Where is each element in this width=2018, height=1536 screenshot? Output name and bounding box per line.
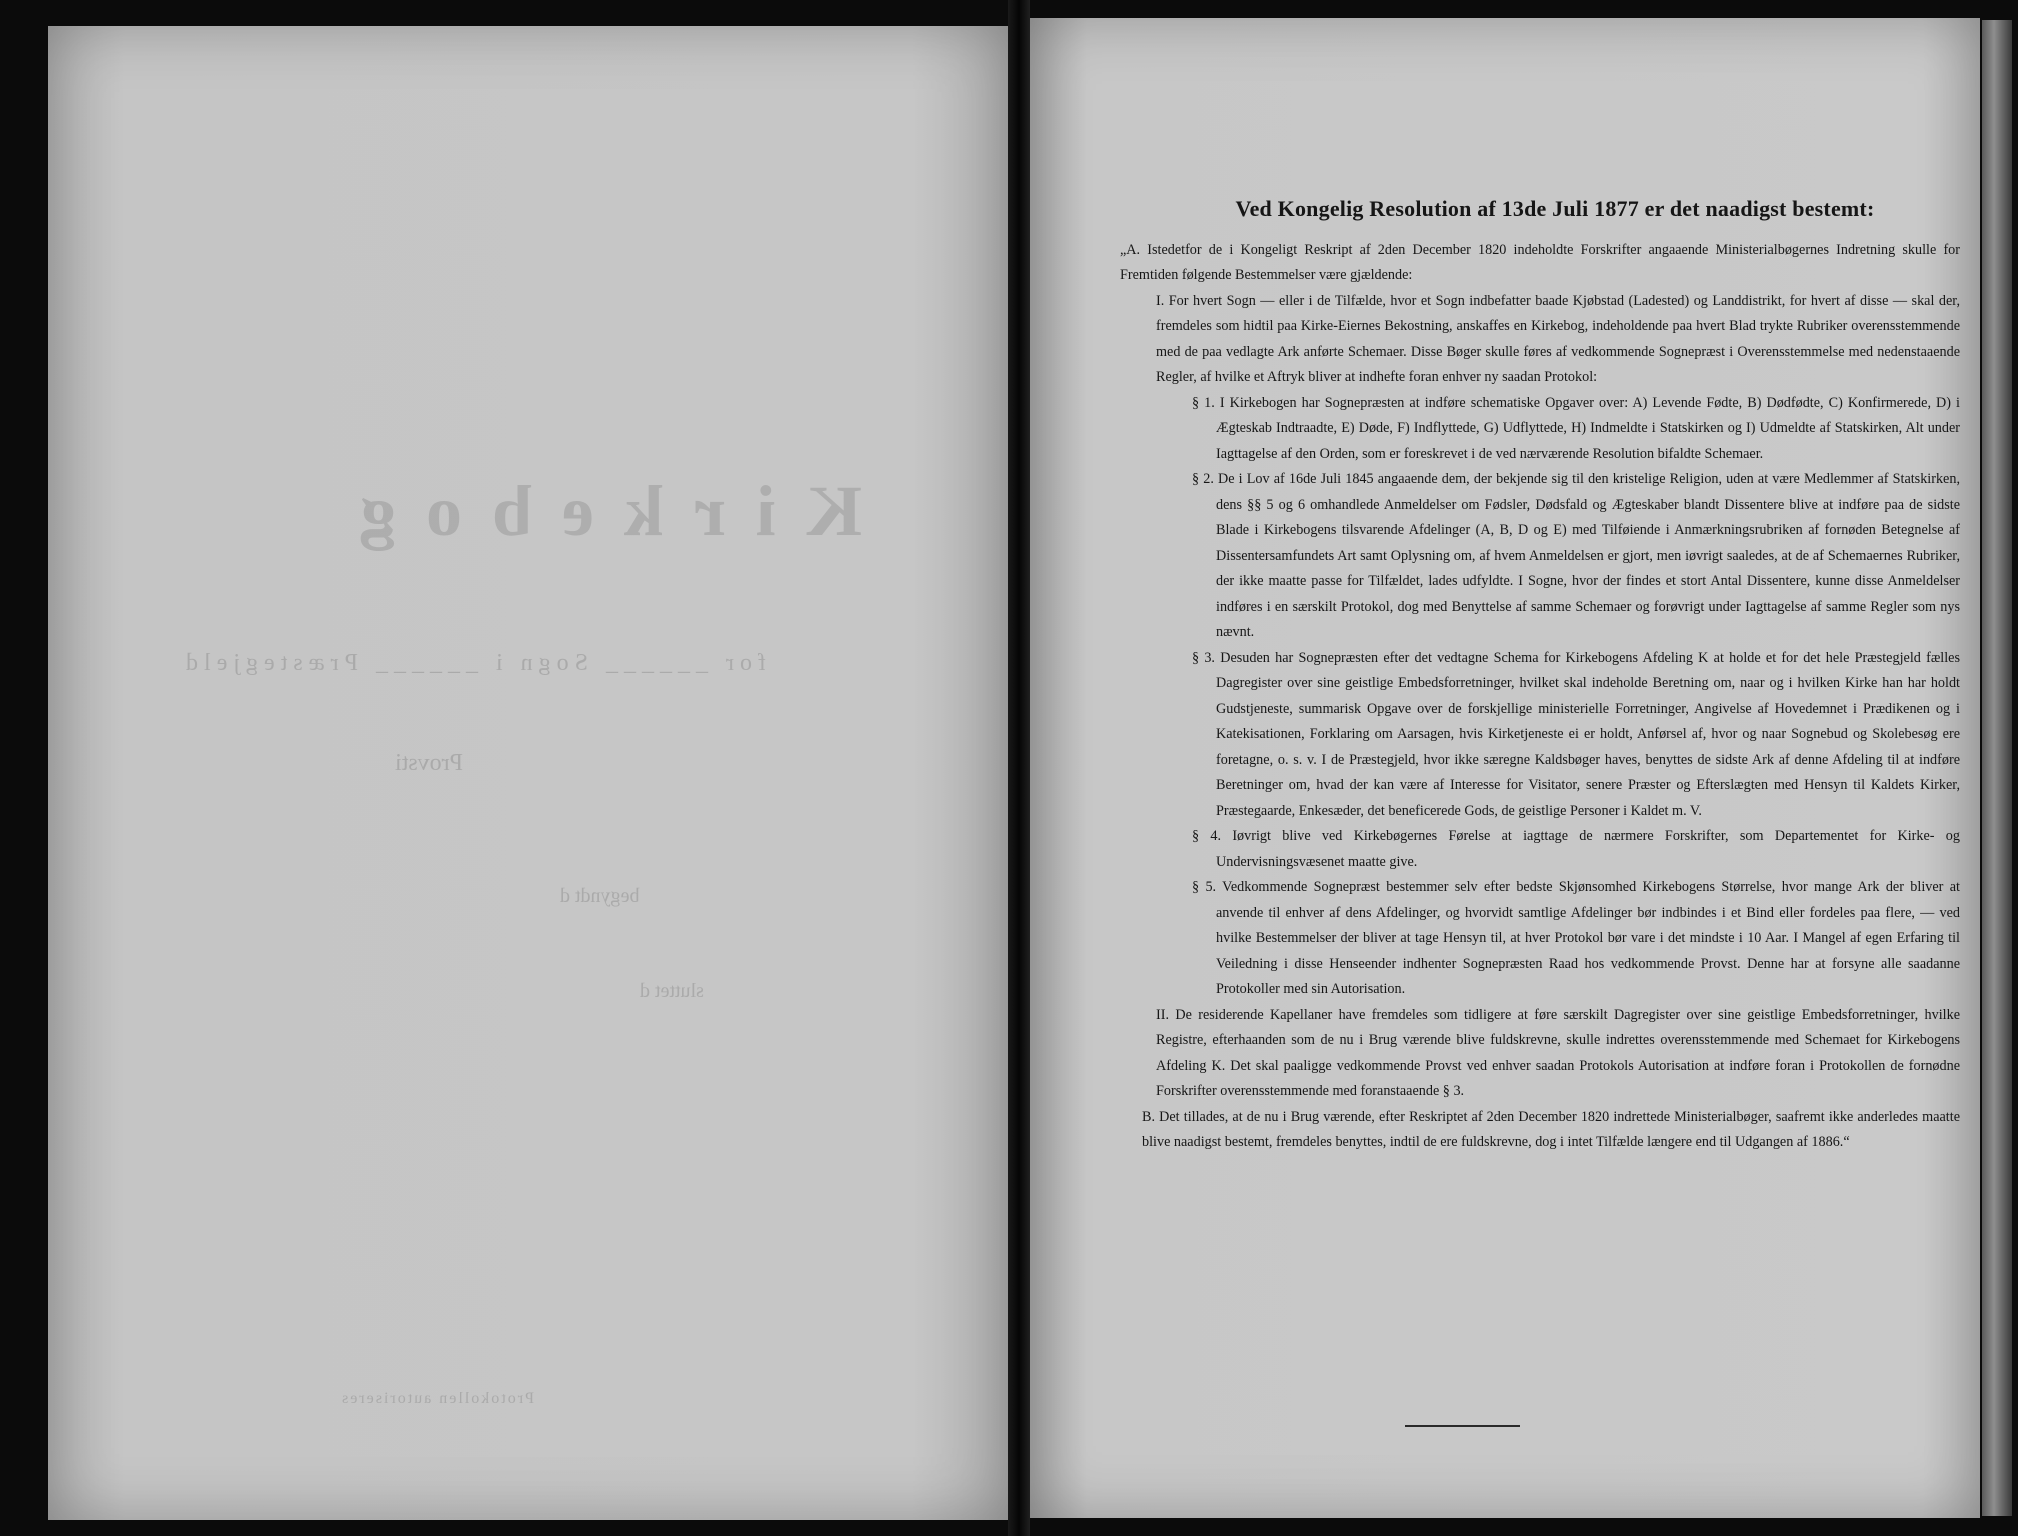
section-a-intro: „A. Istedetfor de i Kongeligt Reskript af 2den December 1820 indeholdte Forskrifter angaaende Ministerialbøgernes Indretning skulle for Fremtiden følgende Bestemmelser være gjældende:: [1120, 241, 1960, 283]
ghost-line-parish: for ______ Sogn i ______ Præstegjeld: [180, 650, 766, 676]
ghost-line-deanery: Provsti: [395, 750, 464, 776]
paragraph-2: § 2. De i Lov af 16de Juli 1845 angaaende dem, der bekjende sig til den kristelige Religion, uden at være Medlemmer af Statskirken, dens §§ 5 og 6 omhandlede Anmeldelser om Fødsler, Dødsfald og Ægteskaber blandt Dissentere blive at indføre paa de sidste Blade i Kirkebogens tilsvarende Afdelinger (A, B, D og E) med Tilføiende i Anmærkningsrubriken af fornøden Betegnelse af Dissentersamfundets Art samt Oplysning om, af hvem Anmeldelsen er gjort, men iøvrigt saaledes, at de af Schemaernes Rubriker, der ikke maatte passe for Tilfældet, lades udfyldte. I Sogne, hvor der findes et stort Antal Dissentere, kunne disse Anmeldelser indføres i en særskilt Protokol, dog med Benyttelse af samme Schemaer og forøvrigt under Iagttagelse af samme Regler som nys nævnt.: [1192, 471, 1960, 640]
paragraph-1: § 1. I Kirkebogen har Sognepræsten at indføre schematiske Opgaver over: A) Levende Fødte, B) Dødfødte, C) Konfirmerede, D) i Ægteskab Indtraadte, E) Døde, F) Indflyttede, G) Udflyttede, H) Indmeldte i Statskirken og I) Udmeldte af Statskirken, Alt under Iagttagelse af den Orden, som er foreskrevet i de ved nærværende Resolution bifaldte Schemaer.: [1192, 394, 1960, 462]
paragraph-5: § 5. Vedkommende Sognepræst bestemmer selv efter bedste Skjønsomhed Kirkebogens Størrelse, hvor mange Ark der bliver at anvende til enhver af dens Afdelinger, og hvorvidt samtlige Afdelinger bør indbindes i et Bind eller fordeles paa flere, — ved hvilke Bestemmelser der bliver at tage Hensyn til, at hver Protokol bør vare i det mindste i 10 Aar. I Mangel af egen Erfaring til Veiledning i disse Henseender indhenter Sognepræsten Raad hos vedkommende Provst. Denne har at forsyne alle saadanne Protokoller med sin Autorisation.: [1192, 879, 1960, 997]
ghost-line-ended: sluttet d: [640, 980, 704, 1002]
closing-rule: [1405, 1425, 1520, 1427]
book-gutter: [1008, 0, 1030, 1536]
ghost-line-begun: begyndt d: [560, 885, 640, 907]
section-ii: II. De residerende Kapellaner have fremdeles som tidligere at føre særskilt Dagregister over sine geistlige Embedsforretninger, hvilke Registre, efterhaanden som de nu i Brug værende blive fuldskrevne, skulle indrettes overensstemmende med Schemaet for Kirkebogens Afdeling K. Det skal paaligge vedkommende Provst ved enhver saadan Protokols Autorisation at indføre foran i Protokollen de fornødne Forskrifter overensstemmende med foranstaaende § 3.: [1156, 1006, 1960, 1099]
page-title: Ved Kongelig Resolution af 13de Juli 1877 er det naadigst bestemt:: [1235, 196, 1875, 221]
paragraph-3: § 3. Desuden har Sognepræsten efter det vedtagne Schema for Kirkebogens Afdeling K at holde et for det hele Præstegjeld fælles Dagregister over sine geistlige Embedsforretninger, hvilket skal indeholde Beretning om, naar og i hvilken Kirke han har holdt Gudstjeneste, summarisk Opgave over de forskjellige ministerielle Forretninger, Angivelse af Hovedemnet i Prædikenen og i Katekisationen, Forklaring om Aarsagen, hvis Kirketjeneste ei er holdt, Anførsel af, hvor og naar Sognebud og Skolebesøg ere foretagne, o. s. v. I de Præstegjeld, hvor ikke særegne Kaldsbøger haves, benyttes de sidste Ark af denne Afdeling til at indføre Beretninger om, hvad der kan være af Interesse for Visitator, senere Præster og Efterslægten med Hensyn til Kaldets Kirker, Præstegaarde, Enkesæder, det beneficerede Gods, de geistlige Personer i Kaldet m. V.: [1192, 649, 1960, 819]
ghost-line-authorized: Protokollen autoriseres: [340, 1390, 534, 1407]
resolution-text: [1120, 196, 1960, 1156]
section-b: B. Det tillades, at de nu i Brug værende, efter Reskriptet af 2den December 1820 indrettede Ministerialbøger, saafremt ikke anderledes maatte blive naadigst bestemt, fremdeles benyttes, indtil de ere fuldskrevne, dog i intet Tilfælde længere end til Udgangen af 1886.“: [1142, 1108, 1960, 1150]
ghost-title: Kirkebog: [330, 471, 863, 551]
paragraph-4: § 4. Iøvrigt blive ved Kirkebøgernes Førelse at iagttage de nærmere Forskrifter, som Departementet for Kirke- og Undervisningsvæsenet maatte give.: [1192, 828, 1960, 870]
section-i: I. For hvert Sogn — eller i de Tilfælde, hvor et Sogn indbefatter baade Kjøbstad (Ladested) og Landdistrikt, for hvert af disse — skal der, fremdeles som hidtil paa Kirke-Eiernes Bekostning, anskaffes en Kirkebog, indeholdende paa hvert Blad trykte Rubriker overensstemmende med de paa vedlagte Ark anførte Schemaer. Disse Bøger skulle føres af vedkommende Sognepræst i Overensstemmelse med nedenstaaende Regler, af hvilke et Aftryk bliver at indhefte foran enhver ny saadan Protokol:: [1156, 292, 1960, 385]
left-page: [48, 26, 1008, 1520]
page-edge: [1982, 20, 2012, 1516]
